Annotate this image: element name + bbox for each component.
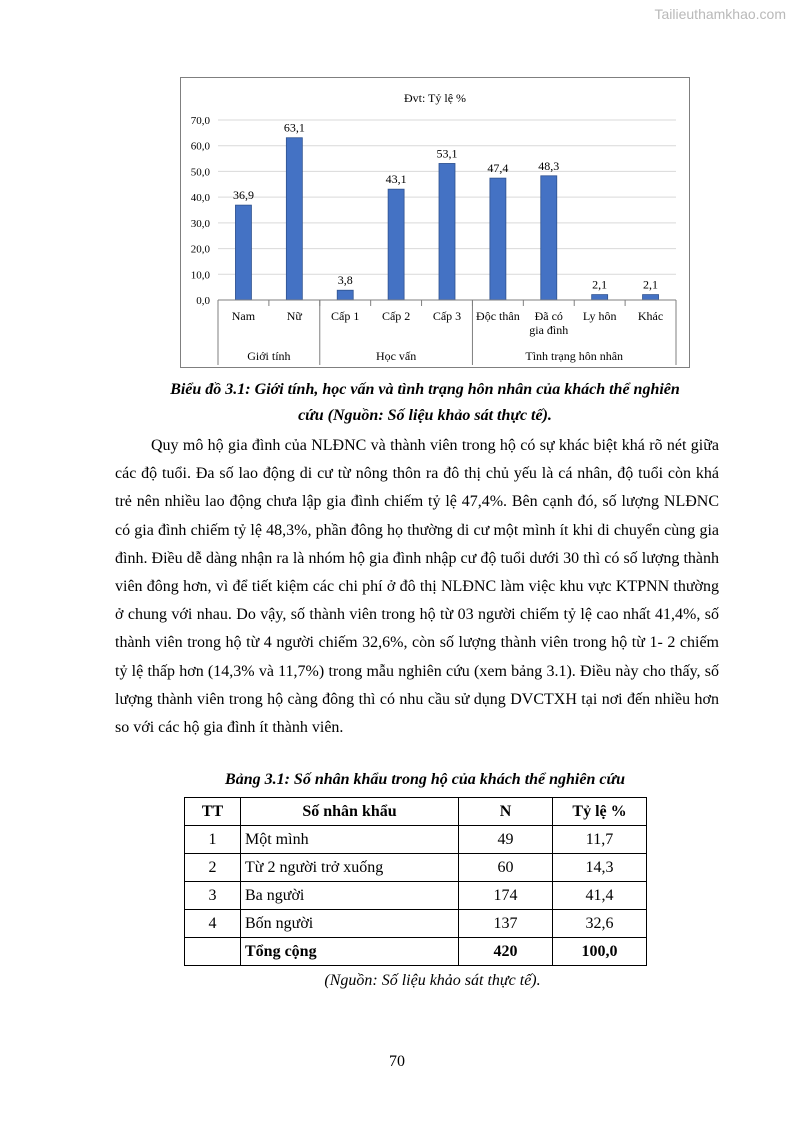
body-paragraph bbox=[115, 432, 719, 742]
header-household-size: Số nhân khẩu bbox=[241, 798, 459, 826]
header-n: N bbox=[459, 798, 553, 826]
chart-y-tick-label: 50,0 bbox=[190, 166, 210, 179]
chart-data-label: 43,1 bbox=[385, 172, 407, 187]
chart-y-tick-label: 20,0 bbox=[190, 243, 210, 256]
cell-household-size: Bốn người bbox=[241, 910, 459, 938]
cell-total-percent: 100,0 bbox=[553, 938, 647, 966]
chart-bar bbox=[541, 176, 557, 300]
header-percent: Tỷ lệ % bbox=[553, 798, 647, 826]
figure-caption-line2: cứu (Nguồn: Số liệu khảo sát thực tế). bbox=[298, 407, 552, 424]
cell-n: 174 bbox=[459, 882, 553, 910]
chart-category-label: Khác bbox=[637, 309, 664, 323]
chart-category-label: Nam bbox=[231, 309, 256, 323]
chart-data-label: 53,1 bbox=[436, 146, 458, 161]
chart-category-label: Cấp 3 bbox=[432, 309, 462, 323]
chart-data-label: 2,1 bbox=[643, 277, 659, 292]
cell-percent: 14,3 bbox=[553, 854, 647, 882]
chart-data-label: 3,8 bbox=[337, 273, 353, 288]
chart-y-tick-label: 40,0 bbox=[190, 192, 210, 205]
cell-tt: 2 bbox=[185, 854, 241, 882]
chart-category-label: Nữ bbox=[286, 309, 302, 323]
chart-bar bbox=[439, 163, 455, 300]
cell-tt: 3 bbox=[185, 882, 241, 910]
cell-tt: 1 bbox=[185, 826, 241, 854]
cell-percent: 41,4 bbox=[553, 882, 647, 910]
chart-category-label: Ly hôn bbox=[582, 309, 617, 323]
chart-y-tick-label: 60,0 bbox=[190, 140, 210, 153]
table-row bbox=[185, 854, 647, 882]
cell-household-size: Một mình bbox=[241, 826, 459, 854]
chart-data-label: 48,3 bbox=[538, 158, 560, 173]
chart-category-label: Độc thân bbox=[476, 309, 520, 323]
chart-bar bbox=[337, 290, 353, 300]
cell-household-size: Từ 2 người trở xuống bbox=[241, 854, 459, 882]
cell-tt bbox=[185, 938, 241, 966]
table-row bbox=[185, 826, 647, 854]
chart-bar bbox=[643, 295, 659, 300]
chart-bar bbox=[235, 205, 251, 300]
page-number: 70 bbox=[389, 1053, 405, 1070]
cell-percent: 32,6 bbox=[553, 910, 647, 938]
cell-n: 49 bbox=[459, 826, 553, 854]
chart-category-label: Cấp 2 bbox=[381, 309, 411, 323]
watermark: Tailieuthamkhao.com bbox=[654, 6, 786, 22]
cell-total-label: Tổng cộng bbox=[241, 938, 459, 966]
table-source-note: (Nguồn: Số liệu khảo sát thực tế). bbox=[324, 972, 541, 989]
bar-chart-frame bbox=[180, 77, 690, 368]
chart-group-label: Tình trạng hôn nhân bbox=[525, 349, 624, 363]
table-header-row bbox=[185, 798, 647, 826]
household-size-table bbox=[184, 797, 647, 966]
chart-y-tick-label: 10,0 bbox=[190, 269, 210, 282]
chart-group-label: Học vấn bbox=[375, 349, 417, 363]
chart-bar bbox=[388, 189, 404, 300]
cell-n: 60 bbox=[459, 854, 553, 882]
chart-category-label: gia đình bbox=[529, 323, 569, 337]
body-paragraph-text: Quy mô hộ gia đình của NLĐNC và thành viên trong hộ có sự khác biệt khá rõ nét giữa các độ tuổi. Đa số lao động di cư từ nông thôn ra đô thị chủ yếu là cá nhân, độ tuổi còn khá trẻ nên nhiều lao động chưa lập gia đình chiếm tỷ lệ 47,4%. Bên cạnh đó, số lượng NLĐNC có gia đình chiếm tỷ lệ 48,3%, phần đông họ thường di cư một mình ít khi di chuyển cùng gia đình. Điều dễ dàng nhận ra là nhóm hộ gia đình nhập cư độ tuổi dưới 30 thì có số lượng thành viên đông hơn, vì để tiết kiệm các chi phí ở đô thị NLĐNC làm việc khu vực KTPNN thường ở chung với nhau. Do vậy, số thành viên trong hộ từ 03 người chiếm tỷ lệ cao nhất 41,4%, số thành viên trong hộ từ 4 người chiếm 32,6%, còn số lượng thành viên trong hộ từ 1- 2 chiếm tỷ lệ thấp hơn (14,3% và 11,7%) trong mẫu nghiên cứu (xem bảng 3.1). Điều này cho thấy, số lượng thành viên trong hộ càng đông thì có nhu cầu sử dụng DVCTXH tại nơi đến nhiều hơn so với các hộ gia đình ít thành viên. bbox=[115, 437, 719, 737]
bar-chart bbox=[181, 78, 689, 367]
table-total-row bbox=[185, 938, 647, 966]
table-title: Bảng 3.1: Số nhân khẩu trong hộ của khách thể nghiên cứu bbox=[225, 771, 625, 788]
chart-y-tick-label: 30,0 bbox=[190, 217, 210, 230]
cell-percent: 11,7 bbox=[553, 826, 647, 854]
chart-group-label: Giới tính bbox=[247, 349, 291, 363]
chart-y-tick-label: 0,0 bbox=[196, 295, 210, 307]
chart-bar bbox=[490, 178, 506, 300]
table-row bbox=[185, 910, 647, 938]
chart-data-label: 63,1 bbox=[283, 120, 305, 135]
cell-n: 137 bbox=[459, 910, 553, 938]
chart-data-label: 2,1 bbox=[592, 277, 608, 292]
figure-caption-line1: Biểu đồ 3.1: Giới tính, học vấn và tình trạng hôn nhân của khách thể nghiên bbox=[170, 381, 680, 398]
chart-data-label: 47,4 bbox=[487, 161, 509, 176]
chart-y-tick-label: 70,0 bbox=[190, 115, 210, 127]
cell-household-size: Ba người bbox=[241, 882, 459, 910]
chart-category-label: Đã có bbox=[534, 309, 563, 323]
cell-tt: 4 bbox=[185, 910, 241, 938]
chart-bar bbox=[286, 138, 302, 300]
chart-data-label: 36,9 bbox=[232, 188, 254, 203]
chart-bar bbox=[592, 295, 608, 300]
chart-category-label: Cấp 1 bbox=[331, 309, 360, 323]
chart-unit-label: Đvt: Tỷ lệ % bbox=[403, 91, 467, 105]
header-tt: TT bbox=[185, 798, 241, 826]
table-row bbox=[185, 882, 647, 910]
cell-total-n: 420 bbox=[459, 938, 553, 966]
